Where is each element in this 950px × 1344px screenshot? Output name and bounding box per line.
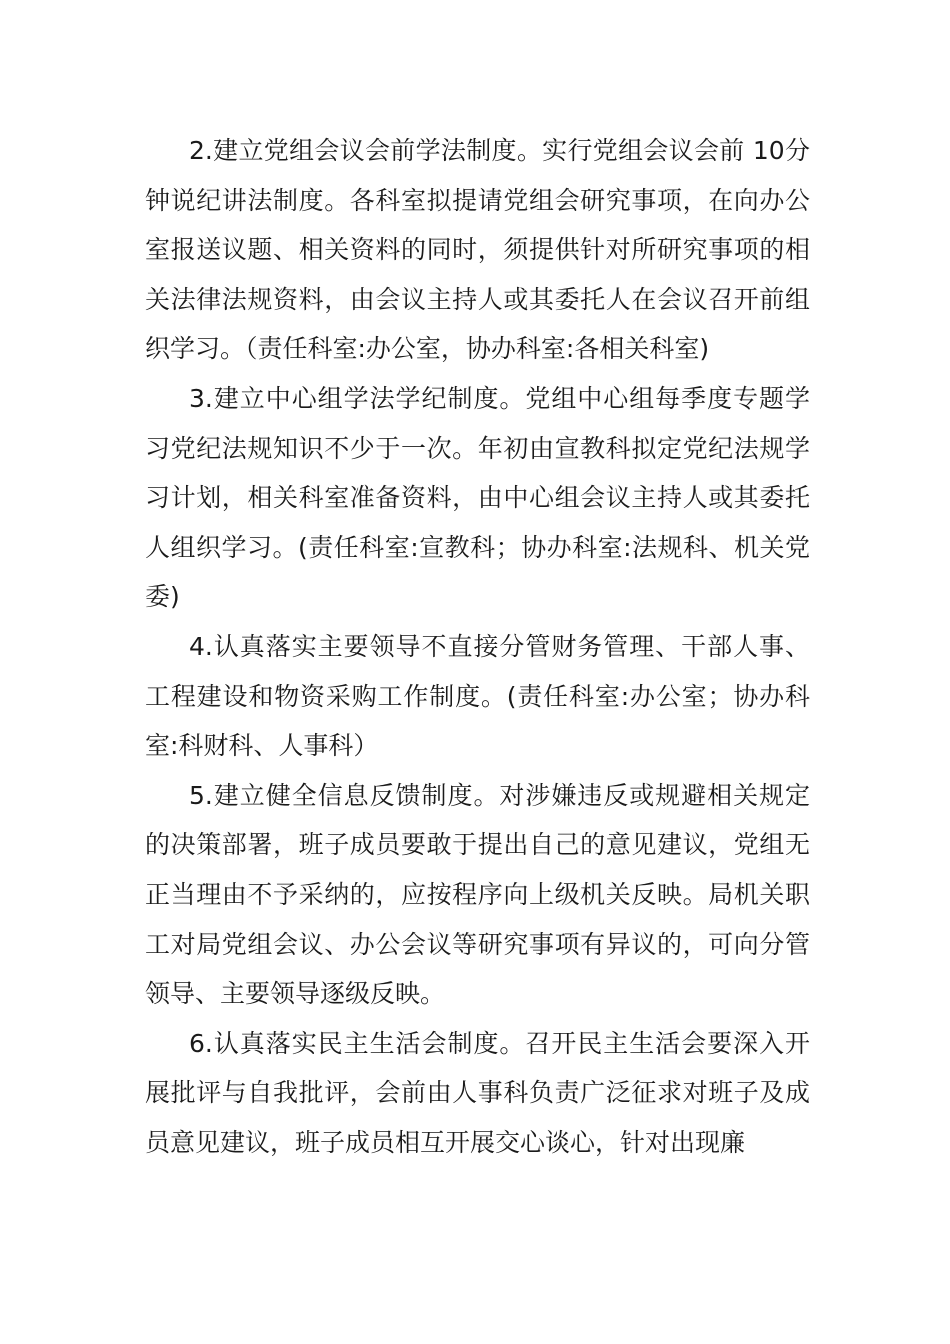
text-line: 学习计划，相关科室准备资料，由中心组会议主持人或其 xyxy=(145,433,810,513)
text-line: 习党纪法规知识不少于一次。年初由宣教科拟定党纪法规 xyxy=(145,433,785,463)
text-line: 分钟说纪讲法制度。各科室拟提请党组会研究事项，在向 xyxy=(145,136,810,215)
text-line: 展批评与自我批评，会前由人事科负责广泛征求对班子及 xyxy=(145,1078,785,1108)
paragraph-item-2 xyxy=(145,126,810,374)
text-line: 5.建立健全信息反馈制度。对涉嫌违反或规避相关规定 xyxy=(189,780,810,810)
text-line: 召开前组织学习。（责任科室:办公室，协办科室:各相关科 xyxy=(145,284,810,364)
document-body xyxy=(145,126,810,1167)
text-line: 委托人组织学习。(责任科室:宣教科；协办科室:法规科、 xyxy=(145,483,810,562)
text-line: 向分管领导、主要领导逐级反映。 xyxy=(145,929,810,1009)
text-line: 机关党委) xyxy=(145,532,810,612)
text-line: 工程建设和物资采购工作制度。(责任科室:办公室；协办科 xyxy=(145,681,810,711)
text-line: 2.建立党组会议会前学法制度。实行党组会议会前 10 xyxy=(189,136,785,165)
text-line: 办公室报送议题、相关资料的同时，须提供针对所研究事 xyxy=(145,185,810,265)
text-line: 室) xyxy=(674,334,710,364)
text-line: 无正当理由不予采纳的，应按程序向上级机关反映。局机 xyxy=(145,830,810,909)
paragraph-item-5 xyxy=(145,771,810,1019)
text-line: 的决策部署，班子成员要敢于提出自己的意见建议，党组 xyxy=(145,830,785,860)
text-line: 室:科财科、人事科） xyxy=(145,731,379,761)
paragraph-item-3 xyxy=(145,374,810,622)
text-line: 关职工对局党组会议、办公会议等研究事项有异议的，可 xyxy=(145,879,810,959)
text-line: 项的相关法律法规资料，由会议主持人或其委托人在会议 xyxy=(145,235,810,314)
text-line: 3.建立中心组学法学纪制度。党组中心组每季度专题学 xyxy=(189,383,810,413)
text-line: 6.认真落实民主生活会制度。召开民主生活会要深入开 xyxy=(189,1028,810,1058)
text-line: 4.认真落实主要领导不直接分管财务管理、干部人事、 xyxy=(189,631,810,661)
paragraph-item-4 xyxy=(145,622,810,771)
paragraph-item-6 xyxy=(145,1019,810,1168)
text-line: 成员意见建议，班子成员相互开展交心谈心，针对出现廉 xyxy=(145,1078,810,1157)
